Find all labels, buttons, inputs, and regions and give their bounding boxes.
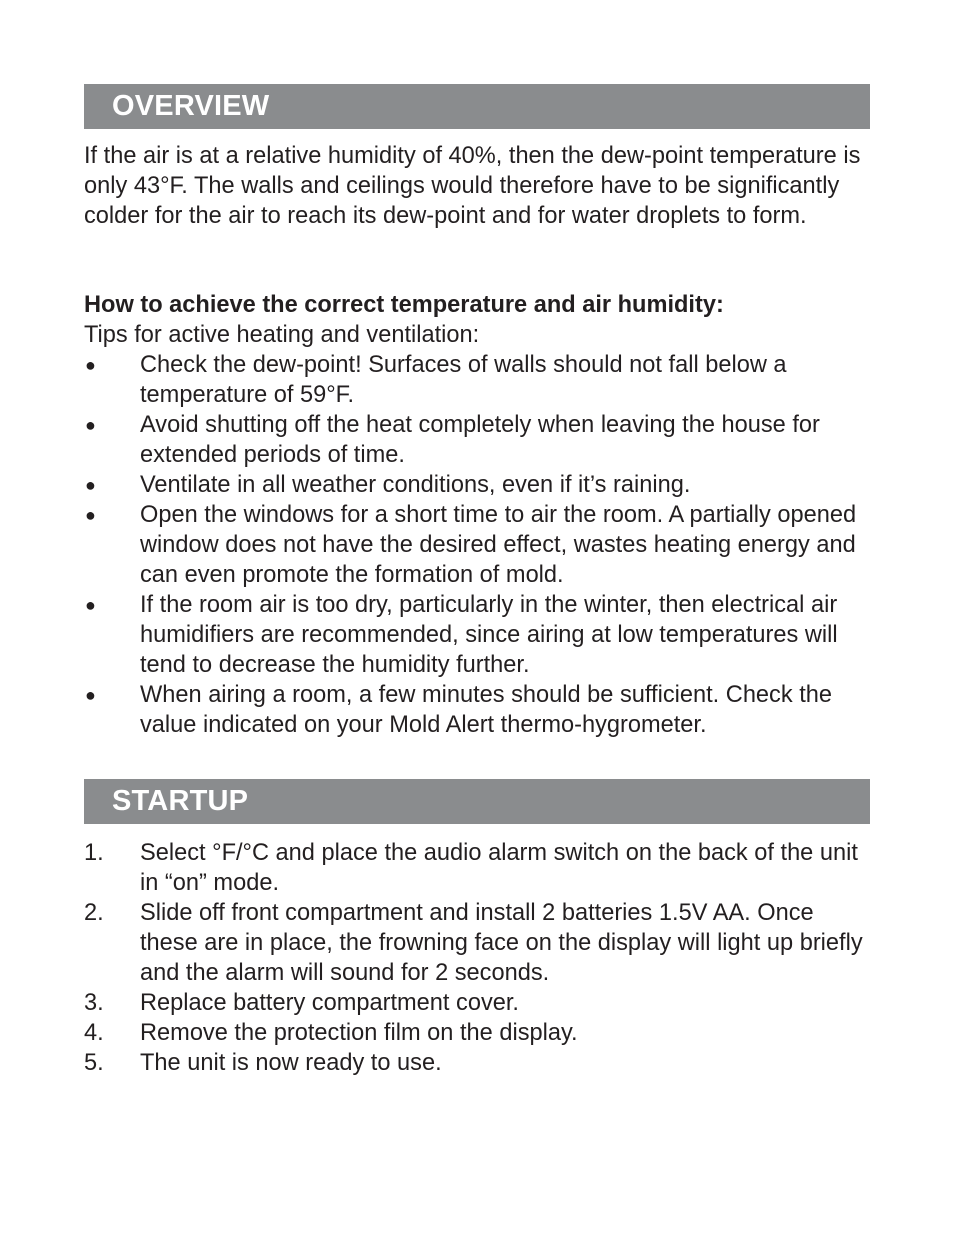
tip-item — [84, 410, 874, 470]
bullet-icon: ● — [85, 475, 96, 495]
startup-header-bar — [84, 779, 870, 824]
tip-text: Open the windows for a short time to air the room. A partially opened window does not have the desired effect, wastes heating energy and can even promote the formation of mold. — [140, 502, 857, 588]
startup-step — [84, 1018, 874, 1048]
tip-item — [84, 470, 874, 500]
step-number: 5. — [84, 1050, 104, 1076]
tip-text: When airing a room, a few minutes should be sufficient. Check the value indicated on your Mold Alert thermo-hygrometer. — [140, 682, 833, 738]
startup-step — [84, 838, 874, 898]
step-text: Select °F/°C and place the audio alarm switch on the back of the unit in “on” mode. — [140, 840, 858, 896]
step-number: 3. — [84, 990, 104, 1016]
tip-text: Ventilate in all weather conditions, even if it’s raining. — [140, 472, 691, 498]
bullet-icon: ● — [85, 415, 96, 435]
step-text: The unit is now ready to use. — [140, 1050, 442, 1076]
tip-item — [84, 350, 874, 410]
overview-paragraph: If the air is at a relative humidity of 40%, then the dew-point temperature is only 43°F. The walls and ceilings would therefore have to be significantly colder for the air to reach its dew-point and for water droplets to form. — [84, 143, 861, 229]
startup-title: STARTUP — [112, 785, 249, 817]
tips-list — [84, 350, 874, 740]
startup-step — [84, 898, 874, 988]
startup-step — [84, 1048, 874, 1078]
overview-header-bar — [84, 84, 870, 129]
tip-item — [84, 590, 874, 680]
tip-text: Check the dew-point! Surfaces of walls should not fall below a temperature of 59°F. — [140, 352, 787, 408]
bullet-icon: ● — [85, 355, 96, 375]
startup-step — [84, 988, 874, 1018]
startup-steps-list — [84, 838, 874, 1078]
bullet-icon: ● — [85, 685, 96, 705]
startup-body — [84, 838, 874, 1078]
step-text: Remove the protection film on the display. — [140, 1020, 578, 1046]
step-number: 2. — [84, 900, 104, 926]
step-text: Replace battery compartment cover. — [140, 990, 519, 1016]
step-text: Slide off front compartment and install 2 batteries 1.5V AA. Once these are in place, the frowning face on the display will light up briefly and the alarm will sound for 2 seconds. — [140, 900, 863, 986]
overview-body — [84, 141, 874, 231]
overview-title: OVERVIEW — [112, 90, 270, 122]
bullet-icon: ● — [85, 595, 96, 615]
howto-section — [84, 290, 874, 740]
step-number: 4. — [84, 1020, 104, 1046]
howto-subheading: How to achieve the correct temperature and air humidity: — [84, 292, 724, 318]
tips-intro: Tips for active heating and ventilation: — [84, 322, 480, 348]
tip-item — [84, 680, 874, 740]
step-number: 1. — [84, 840, 104, 866]
bullet-icon: ● — [85, 505, 96, 525]
tip-item — [84, 500, 874, 590]
tip-text: Avoid shutting off the heat completely when leaving the house for extended periods of time. — [140, 412, 820, 468]
tip-text: If the room air is too dry, particularly in the winter, then electrical air humidifiers are recommended, since airing at low temperatures will tend to decrease the humidity further. — [140, 592, 838, 678]
